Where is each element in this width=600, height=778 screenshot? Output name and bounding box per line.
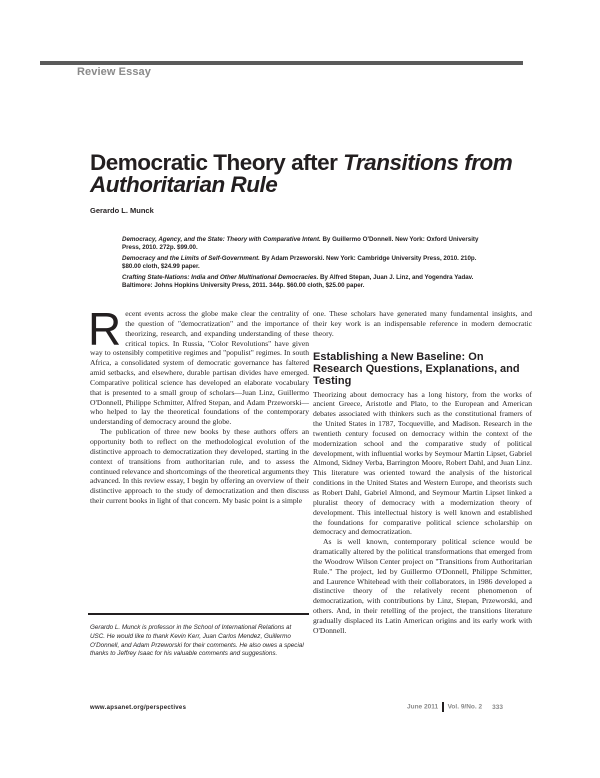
article-title <box>90 152 530 196</box>
body-column-left <box>88 303 309 506</box>
header-rule <box>40 61 523 65</box>
page-number: 333 <box>492 703 503 711</box>
footer-separator <box>442 702 444 712</box>
footer-volume: Vol. 9/No. 2 <box>447 703 483 711</box>
section-heading: Establishing a New Baseline: On Research Questions, Explanations, and Testing <box>313 350 520 387</box>
body-paragraph: Recent events across the globe make clear the centrality of the question of "democratization" and the importance of theorizing, research, and expanding understanding of these critical topics. In Russia, "Color Revolutions" have given way to ostensibly competitive regimes and "populist" regimes. In south Africa, a consolidated system of democratic governance has faltered amid setbacks, and elsewhere, durable partisan divides have emerged. Comparative political science has developed an elaborate vocabulary that is presented to a small group of scholars—Juan Linz, Guillermo O'Donnell, Philippe Schmitter, Alfred Stepan, and Adam Przeworski—who helped to lay the theoretical foundations of the contemporary understanding of democracy around the globe. <box>88 303 309 427</box>
article-author: Gerardo L. Munck <box>90 206 154 215</box>
body-paragraph: The publication of three new books by these authors offers an opportunity both to reflect on the methodological evolution of the distinctive approach to democratization they developed, starting in the context of transitions from authoritarian rule, and to assess the continued relevance and shortcomings of the theoretical arguments they advanced. In this review essay, I begin by offering an overview of their distinctive approach to the study of democratization and then discuss their current books in light of that concern. My basic point is a simple <box>90 427 309 506</box>
author-note: Gerardo L. Munck is professor in the School of International Relations at USC. He would like to thank Kevin Kerr, Juan Carlos Mendez, Guillermo O'Donnell, and Adam Przeworski for their comments. He also owes a special thanks to Jeffrey Isaac for his valuable comments and suggestions. <box>90 624 304 658</box>
reviewed-books-list <box>122 236 494 293</box>
book-title: Crafting State-Nations: India and Other Multinational Democracies. <box>122 274 319 281</box>
author-note-rule <box>88 613 309 615</box>
footer-website: www.apsanet.org/perspectives <box>90 705 187 711</box>
section-label: Review Essay <box>77 66 151 78</box>
body-paragraph: As is well known, contemporary political science would be dramatically altered by the political transformations that emerged from the Woodrow Wilson Center project on "Transitions from Authoritarian Rule." The project, led by Guillermo O'Donnell, Philippe Schmitter, and Laurence Whitehead with their collaborators, in 1986 developed a distinctive theory of the relatively recent phenomenon of democratization, with contributions by Linz, Stepan, Przeworski, and others. And, in their retelling of the project, the transitions literature gradually displaced its Latin American origins and its early work with O'Donnell. <box>313 537 532 635</box>
footer-issue-date: June 2011 <box>407 703 439 711</box>
footer-issue-info <box>407 702 503 712</box>
drop-cap: R <box>88 303 122 355</box>
book-details: By Guillermo O'Donnell. New York: Oxford University Press, 2010. 272p. $99.00. <box>122 236 479 251</box>
book-details: By Alfred Stepan, Juan J. Linz, and Yogendra Yadav. Baltimore: Johns Hopkins University Press, 2011. 344p. $60.00 cloth, $25.00 paper. <box>122 274 474 289</box>
reviewed-book <box>122 255 494 271</box>
book-title: Democracy, Agency, and the State: Theory with Comparative Intent. <box>122 236 321 243</box>
book-title: Democracy and the Limits of Self-Government. <box>122 255 260 262</box>
body-column-right <box>313 309 532 636</box>
body-paragraph: Theorizing about democracy has a long history, from the works of ancient Greece, Aristotle and Plato, to the European and American debates associated with thinkers such as the constitutional framers of the United States in 1787, Tocqueville, and Madison. Research in the twentieth century focused on democracy within the context of the modernization school and the comparative study of political development, with influential works by Seymour Martin Lipset, Gabriel Almond, Sidney Verba, Barrington Moore, Robert Dahl, and Juan Linz. This literature was oriented toward the analysis of the historical conditions in the United States and Western Europe, and theorists such as Robert Dahl, Gabriel Almond, and Seymour Martin Lipset linked a pluralist theory of democracy with a modernization theory of development. This intellectual history is well known and established the foundations for comparative political science scholarship on democracy and democratization. <box>313 389 532 537</box>
title-italic-text: Transitions from Authoritarian Rule <box>90 150 513 197</box>
title-text: Democratic Theory after <box>90 150 344 175</box>
book-details: By Adam Przeworski. New York: Cambridge University Press, 2010. 210p. $80.00 cloth, $24.99 paper. <box>122 255 477 270</box>
reviewed-book <box>122 236 494 252</box>
body-paragraph: one. These scholars have generated many fundamental insights, and their key work is an indispensable reference in modern democratic theory. <box>313 309 532 338</box>
reviewed-book <box>122 274 494 290</box>
